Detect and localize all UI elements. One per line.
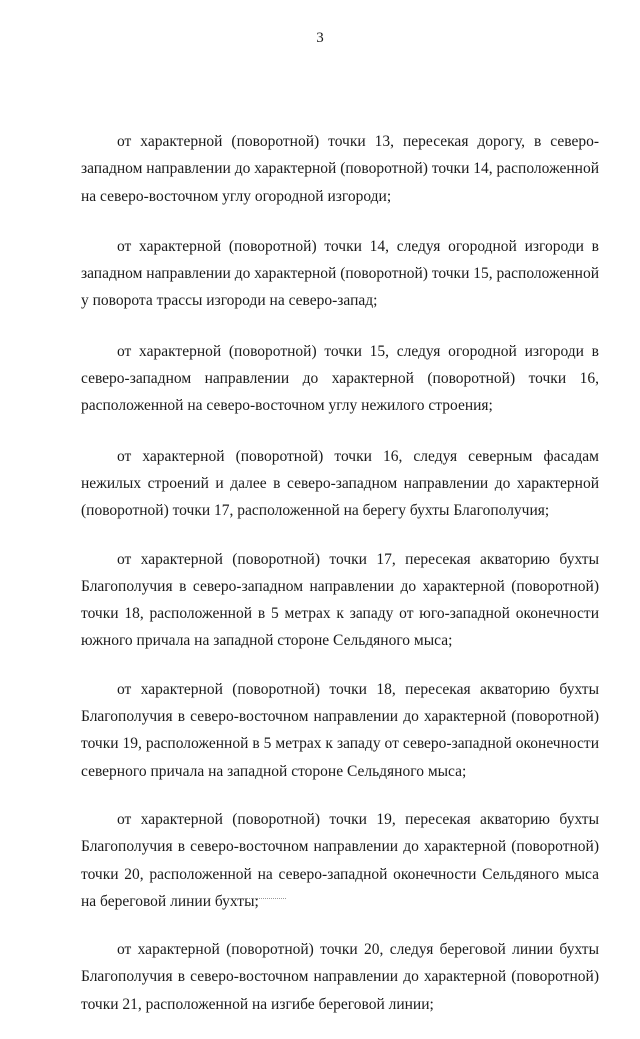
- boundary-paragraph-1: от характерной (поворотной) точки 13, пересекая дорогу, в северо-западном направлении до характерной (поворотной) точки 14, расположенной на северо-восточном углу огородной изгороди;: [81, 133, 599, 205]
- boundary-paragraph-6: от характерной (поворотной) точки 18, пересекая акваторию бухты Благополучия в северо-восточном направлении до характерной (поворотной) точки 19, расположенной в 5 метрах к западу от северо-западной оконечности северного причала на западной стороне Сельдяного мыса;: [81, 680, 599, 780]
- boundary-paragraph-2: от характерной (поворотной) точки 14, следуя огородной изгороди в западном направлении до характерной (поворотной) точки 15, расположенной у поворота трассы изгороди на северо-запад;: [81, 237, 599, 310]
- boundary-paragraph-3: от характерной (поворотной) точки 15, следуя огородной изгороди в северо-западном направлении до характерной (поворотной) точки 16, расположенной на северо-восточном углу нежилого строения;: [81, 342, 599, 415]
- scan-artifact-mark: [238, 898, 286, 901]
- boundary-paragraph-5: от характерной (поворотной) точки 17, пересекая акваторию бухты Благополучия в северо-западном направлении до характерной (поворотной) точки 18, расположенной в 5 метрах к западу от юго-западной оконечности южного причала на западной стороне Сельдяного мыса;: [81, 550, 599, 650]
- boundary-paragraph-7: от характерной (поворотной) точки 19, пересекая акваторию бухты Благополучия в северо-восточном направлении до характерной (поворотной) точки 20, расположенной на северо-западной оконечности Сельдяного мыса на береговой линии бухты;: [81, 810, 599, 910]
- page-number: 3: [316, 30, 324, 46]
- boundary-paragraph-4: от характерной (поворотной) точки 16, следуя северным фасадам нежилых строений и далее в северо-западном направлении до характерной (поворотной) точки 17, расположенной на берегу бухты Благополучия;: [81, 447, 599, 520]
- document-body: [81, 128, 599, 1039]
- boundary-paragraph-8: от характерной (поворотной) точки 20, следуя береговой линии бухты Благополучия в северо-восточном направлении до характерной (поворотной) точки 21, расположенной на изгибе береговой линии;: [81, 941, 599, 1013]
